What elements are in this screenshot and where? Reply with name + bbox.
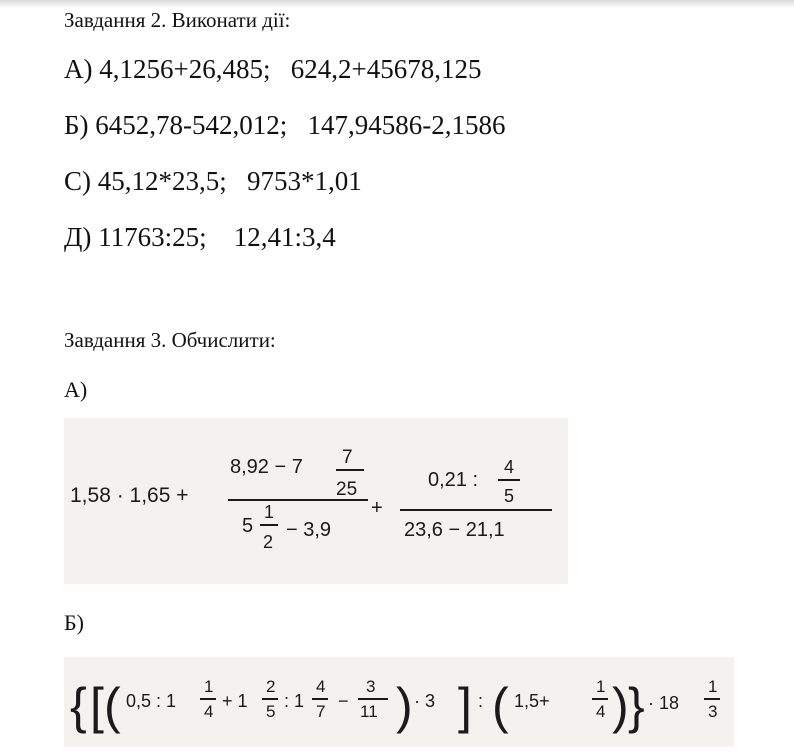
- expression-b: [64, 657, 734, 747]
- frac-4-num: 3: [366, 677, 376, 696]
- task3-a-label: А): [64, 377, 88, 402]
- frac-2-den: 5: [266, 702, 276, 721]
- frac1-denominator-den: 2: [263, 532, 274, 552]
- task3-heading: Завдання 3. Обчислити:: [64, 328, 276, 352]
- frac-3-num: 4: [316, 677, 326, 696]
- frac1-numerator-mixed-num: 7: [342, 447, 353, 468]
- term-4: −: [338, 691, 349, 711]
- frac-2-num: 2: [266, 677, 276, 696]
- frac1-numerator-mixed-den: 25: [336, 479, 358, 500]
- frac2-numerator-prefix: 0,21 :: [428, 469, 479, 491]
- frac-1-den: 4: [204, 702, 214, 721]
- term-5: · 3: [414, 691, 436, 711]
- paren-open-2: (: [492, 678, 509, 734]
- page-top-shadow: [0, 0, 794, 8]
- expr-1: 4,1256+26,485;: [99, 54, 271, 84]
- frac-3-den: 7: [316, 702, 326, 721]
- term-6: :: [478, 691, 484, 711]
- frac-5-den: 4: [596, 702, 606, 721]
- term-2: + 1: [222, 691, 248, 711]
- square-bracket-open: [: [90, 678, 104, 734]
- term-3: : 1: [284, 691, 305, 711]
- frac-6-num: 1: [708, 677, 718, 696]
- expr-a-lead: 1,58 · 1,65 +: [70, 484, 189, 507]
- term-8: · 18: [648, 693, 680, 713]
- expression-a: [64, 418, 568, 584]
- expr-1: 11763:25;: [98, 222, 207, 252]
- frac1-denominator-num: 1: [264, 502, 275, 522]
- frac1-numerator-prefix: 8,92 − 7: [230, 456, 303, 478]
- task3-b-label: Б): [64, 610, 84, 635]
- curly-brace-close: }: [628, 678, 645, 734]
- frac-4-den: 11: [360, 702, 378, 721]
- expr-2: 9753*1,01: [247, 166, 362, 196]
- term-1: 0,5 : 1: [126, 691, 177, 711]
- task2-line-b: [64, 110, 506, 141]
- expression-b-scan: [64, 657, 734, 747]
- square-bracket-close: ]: [458, 678, 472, 734]
- expr-2: 12,41:3,4: [233, 222, 336, 252]
- frac2-denominator: 23,6 − 21,1: [404, 519, 505, 541]
- line-label: С): [64, 166, 91, 196]
- expr-2: 147,94586-2,1586: [307, 110, 506, 140]
- line-label: Д): [64, 222, 92, 252]
- frac2-numerator-num: 4: [504, 457, 515, 477]
- frac1-denominator-suffix: − 3,9: [286, 519, 332, 541]
- expression-a-scan: [64, 418, 568, 584]
- frac1-denominator-whole: 5: [242, 515, 254, 537]
- task2-line-c: [64, 166, 362, 197]
- paren-open: (: [104, 678, 121, 734]
- paren-close: ): [396, 678, 413, 734]
- expr-1: 45,12*23,5;: [97, 166, 227, 196]
- expr-2: 624,2+45678,125: [290, 54, 482, 84]
- frac-6-den: 3: [708, 702, 718, 721]
- plus-sign: +: [371, 497, 383, 519]
- task2-line-d: [64, 222, 336, 253]
- term-7: 1,5+: [514, 691, 550, 711]
- task2-heading: Завдання 2. Виконати дії:: [64, 8, 291, 32]
- expr-1: 6452,78-542,012;: [95, 110, 288, 140]
- task2-line-a: [64, 54, 481, 85]
- frac2-numerator-den: 5: [504, 486, 515, 506]
- curly-brace-open: {: [70, 678, 87, 734]
- line-label: А): [64, 54, 93, 84]
- paren-close-2: ): [612, 678, 629, 734]
- frac-1-num: 1: [204, 677, 214, 696]
- line-label: Б): [64, 110, 89, 140]
- frac-5-num: 1: [596, 677, 606, 696]
